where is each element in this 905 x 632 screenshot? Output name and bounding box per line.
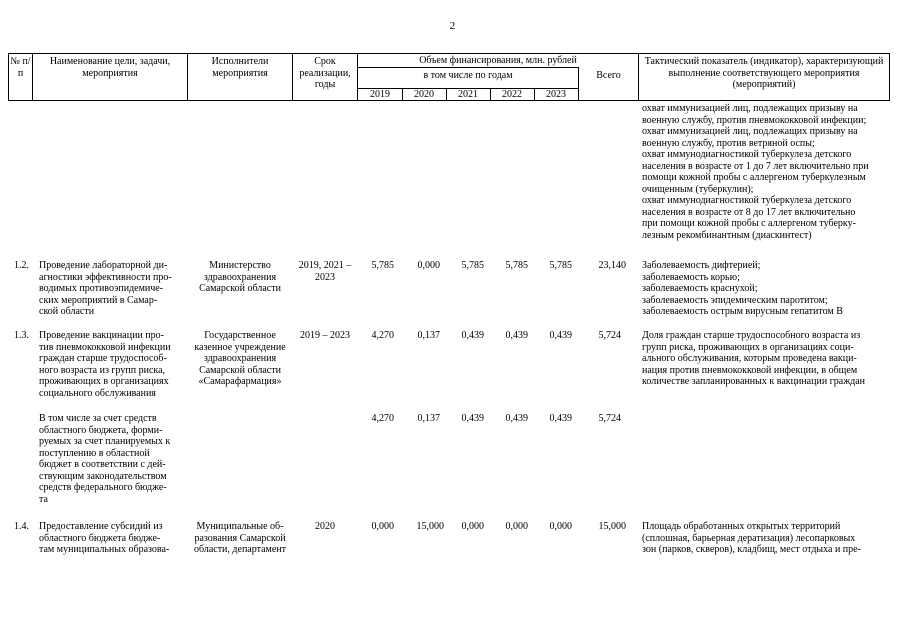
indicator-line: Площадь обработанных открытых территорий [642, 521, 841, 532]
header-num: № п/п [10, 56, 31, 79]
term-line: 2019, 2021 – [298, 260, 352, 271]
executor-line: казенное учреждение [194, 341, 286, 353]
name-line: областного бюджета, форми- [39, 424, 163, 436]
row-executor [188, 260, 292, 295]
indicator-line: групп риска, проживающих в организациях соци- [642, 341, 854, 353]
name-line: ской области [39, 306, 95, 317]
name-line: граждан старше трудоспособ- [39, 353, 167, 364]
indicator-line: зон (парков, скверов), кладбищ, мест отдыха и пре- [642, 544, 861, 555]
name-line: ствующим законодательством [39, 470, 167, 482]
executor-line: здравоохранения [203, 353, 277, 364]
row-executor [188, 521, 292, 556]
indicator-line: заболеваемость краснухой; [642, 283, 758, 294]
indicator-line: охват иммунодиагностикой туберкулеза детского [642, 149, 852, 160]
executor-line: Министерство [209, 260, 271, 271]
row-name [39, 330, 182, 399]
row-number: 1.2. [14, 260, 29, 271]
name-line: проживающих в организациях [39, 376, 169, 387]
value-2021: 0,439 [461, 330, 484, 341]
name-line: водимых противоэпидемиче- [39, 283, 164, 294]
indicator-line: заболеваемость корью; [642, 271, 740, 283]
value-2021: 0,000 [461, 521, 484, 532]
row-number: 1.3. [14, 330, 29, 341]
name-line: агностики эффективности про- [39, 271, 172, 283]
indicator-line: военную службу, против пневмококковой инфекции; [642, 114, 867, 126]
indicator-line: очищенным (туберкулин); [642, 183, 754, 195]
indicator-line: при помощи кожной пробы с аллергеном туберку- [642, 218, 856, 229]
name-line: ских мероприятий в Самар- [39, 294, 158, 306]
value-2019: 5,785 [371, 260, 394, 271]
indicator-line: заболеваемость эпидемическим паротитом; [642, 294, 828, 306]
value-2019: 4,270 [371, 330, 394, 341]
indicator-line: Заболеваемость дифтерией; [642, 260, 761, 271]
name-line: руемых за счет планируемых к [39, 436, 171, 447]
executor-line: Самарской области [199, 364, 281, 376]
value-2020: 15,000 [416, 521, 444, 532]
term-line: 2023 [315, 271, 335, 283]
indicator-line: (сплошная, барьерная дератизация) лесопарковых [642, 532, 856, 544]
header-name: Наименование цели, задачи, мероприятия [49, 56, 171, 79]
executor-line: Муниципальные об- [196, 521, 284, 532]
row-name [39, 521, 182, 556]
row-name [39, 413, 182, 505]
row-term [293, 521, 357, 533]
name-line: В том числе за счет средств [39, 413, 157, 424]
executor-line: Государственное [204, 330, 276, 341]
row-executor [188, 330, 292, 388]
value-2022: 5,785 [505, 260, 528, 271]
row-number: 1.4. [14, 521, 29, 532]
value-2023: 0,439 [549, 330, 572, 341]
indicator-line: охват иммунодиагностикой туберкулеза детского [642, 195, 852, 206]
term-line: 2019 – 2023 [300, 330, 350, 341]
executor-line: разования Самарской [194, 532, 286, 544]
executor-line: Самарской области [199, 283, 281, 294]
executor-line: здравоохранения [203, 271, 277, 283]
row-indicator [642, 260, 886, 318]
indicator-line: нация против пневмококковой инфекции, в общем [642, 364, 858, 376]
indicator-line: населения в возрасте от 1 до 7 лет включительно при [642, 160, 869, 172]
term-line: 2020 [315, 521, 335, 532]
row-term [293, 260, 357, 283]
value-2023: 0,439 [549, 413, 572, 424]
indicator-line: военную службу, против ветряной оспы; [642, 137, 815, 149]
row-indicator [642, 521, 886, 556]
value-2021: 5,785 [461, 260, 484, 271]
name-line: Проведение вакцинации про- [39, 330, 164, 341]
name-line: областного бюджета бюдже- [39, 532, 161, 544]
executor-line: области, департамент [193, 544, 287, 555]
row-name [39, 260, 182, 318]
indicator-line: заболеваемость острым вирусным гепатитом В [642, 306, 843, 317]
value-2022: 0,439 [505, 413, 528, 424]
name-line: Проведение лабораторной ди- [39, 260, 168, 271]
header-year-2022: 2022 [502, 89, 522, 100]
value-total: 15,000 [598, 521, 626, 532]
indicator-line: ального обслуживания, которым проведена вакци- [642, 353, 857, 364]
value-2020: 0,137 [417, 413, 440, 424]
name-line: та [39, 493, 48, 505]
indicator-line: Доля граждан старше трудоспособного возраста из [642, 330, 861, 341]
value-2023: 5,785 [549, 260, 572, 271]
name-line: средств федерального бюдже- [39, 482, 167, 493]
name-line: там муниципальных образова- [39, 544, 170, 555]
value-2019: 4,270 [371, 413, 394, 424]
header-year-2020: 2020 [414, 89, 434, 100]
indicator-line: населения в возрасте от 8 до 17 лет включительно [642, 206, 856, 218]
value-total: 5,724 [598, 330, 621, 341]
header-year-2021: 2021 [458, 89, 478, 100]
indicator-line: охват иммунизацией лиц, подлежащих призыву на [642, 126, 858, 137]
name-line: тив пневмококковой инфекции [39, 341, 171, 353]
value-2020: 0,137 [417, 330, 440, 341]
value-total: 23,140 [598, 260, 626, 271]
name-line: социального обслуживания [39, 387, 156, 399]
name-line: Предоставление субсидий из [39, 521, 163, 532]
name-line: поступлению в областной [39, 447, 150, 459]
value-2019: 0,000 [371, 521, 394, 532]
header-total: Всего [596, 70, 621, 81]
indicator-line: охват иммунизацией лиц, подлежащих призыву на [642, 103, 858, 114]
value-total: 5,724 [598, 413, 621, 424]
name-line: бюджет в соответствии с дей- [39, 459, 166, 470]
indicator-line: помощи кожной пробы с аллергеном туберкулезным [642, 172, 866, 183]
header-by-years: в том числе по годам [423, 70, 513, 81]
page-number: 2 [449, 20, 456, 32]
value-2023: 0,000 [549, 521, 572, 532]
executor-line: «Самарафармация» [198, 376, 282, 387]
header-financing: Объем финансирования, млн. рублей [419, 55, 577, 66]
header-year-2019: 2019 [370, 89, 390, 100]
header-year-2023: 2023 [546, 89, 566, 100]
value-2020: 0,000 [417, 260, 440, 271]
row-term [293, 330, 357, 342]
indicator-line: количестве запланированных к вакцинации граждан [642, 376, 865, 387]
indicator-line: лезным рекомбинантным (диаскинтест) [642, 229, 812, 241]
header-indicator: Тактический показатель (индикатор), характеризующий выполнение соответствующего мероприятия (мероприятий) [644, 56, 884, 90]
row-indicator [642, 330, 886, 388]
value-2022: 0,439 [505, 330, 528, 341]
value-2021: 0,439 [461, 413, 484, 424]
name-line: ного возраста из групп риска, [39, 364, 166, 376]
header-term: Срок реализации, годы [299, 56, 351, 90]
continuation-indicators [642, 103, 886, 241]
header-executors: Исполнители мероприятия [211, 56, 269, 79]
value-2022: 0,000 [505, 521, 528, 532]
